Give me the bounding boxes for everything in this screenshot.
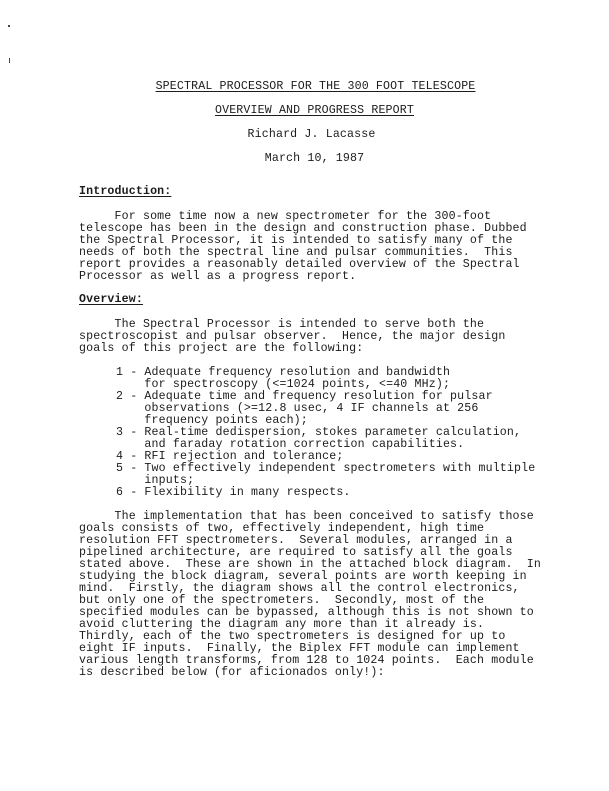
text-line: The Spectral Processor is intended to serve both the <box>79 318 485 331</box>
list-item: 1 - Adequate frequency resolution and bandwidth <box>116 366 451 379</box>
text-line: spectroscopist and pulsar observer. Hence, the major design <box>79 330 506 343</box>
document-date: March 10, 1987 <box>264 152 365 165</box>
document-author: Richard J. Lacasse <box>247 128 376 141</box>
text-line: avoid cluttering the diagram any more than it already is. <box>79 618 485 631</box>
document-title: SPECTRAL PROCESSOR FOR THE 300 FOOT TELESCOPE <box>155 80 476 93</box>
overview-heading: Overview: <box>79 293 143 306</box>
text-line: For some time now a new spectrometer for the 300-foot <box>79 210 492 223</box>
list-item: frequency points each); <box>116 414 308 427</box>
text-line: resolution FFT spectrometers. Several modules, arranged in a <box>79 534 513 547</box>
list-item: inputs; <box>116 474 195 487</box>
text-line: studying the block diagram, several points are worth keeping in <box>79 570 527 583</box>
list-item: 2 - Adequate time and frequency resolution for pulsar <box>116 390 493 403</box>
text-line: Thirdly, each of the two spectrometers is designed for up to <box>79 630 506 643</box>
scan-mark <box>9 58 10 63</box>
text-line: telescope has been in the design and construction phase. Dubbed <box>79 222 527 235</box>
text-line: mind. Firstly, the diagram shows all the control electronics, <box>79 582 520 595</box>
text-line: specified modules can be bypassed, although this is not shown to <box>79 606 534 619</box>
list-item: 6 - Flexibility in many respects. <box>116 486 351 499</box>
text-line: is described below (for aficionados only!): <box>79 666 385 679</box>
list-item: 5 - Two effectively independent spectrometers with multiple <box>116 462 536 475</box>
scan-mark <box>8 25 10 27</box>
list-item: and faraday rotation correction capabilities. <box>116 438 465 451</box>
text-line: report provides a reasonably detailed overview of the Spectral <box>79 258 520 271</box>
introduction-heading: Introduction: <box>79 185 172 198</box>
text-line: eight IF inputs. Finally, the Biplex FFT module can implement <box>79 642 520 655</box>
document-subtitle: OVERVIEW AND PROGRESS REPORT <box>214 104 414 117</box>
list-item: observations (>=12.8 usec, 4 IF channels at 256 <box>116 402 479 415</box>
text-line: The implementation that has been conceived to satisfy those <box>79 510 534 523</box>
list-item: 4 - RFI rejection and tolerance; <box>116 450 344 463</box>
text-line: stated above. These are shown in the attached block diagram. In <box>79 558 541 571</box>
text-line: goals consists of two, effectively independent, high time <box>79 522 485 535</box>
text-line: Processor as well as a progress report. <box>79 270 357 283</box>
text-line: goals of this project are the following: <box>79 342 364 355</box>
text-line: various length transforms, from 128 to 1024 points. Each module <box>79 654 534 667</box>
list-item: 3 - Real-time dedispersion, stokes parameter calculation, <box>116 426 522 439</box>
text-line: the Spectral Processor, it is intended to satisfy many of the <box>79 234 513 247</box>
text-line: pipelined architecture, are required to satisfy all the goals <box>79 546 513 559</box>
list-item: for spectroscopy (<=1024 points, <=40 MHz); <box>116 378 451 391</box>
text-line: but only one of the spectrometers. Secondly, most of the <box>79 594 485 607</box>
text-line: needs of both the spectral line and pulsar communities. This <box>79 246 513 259</box>
